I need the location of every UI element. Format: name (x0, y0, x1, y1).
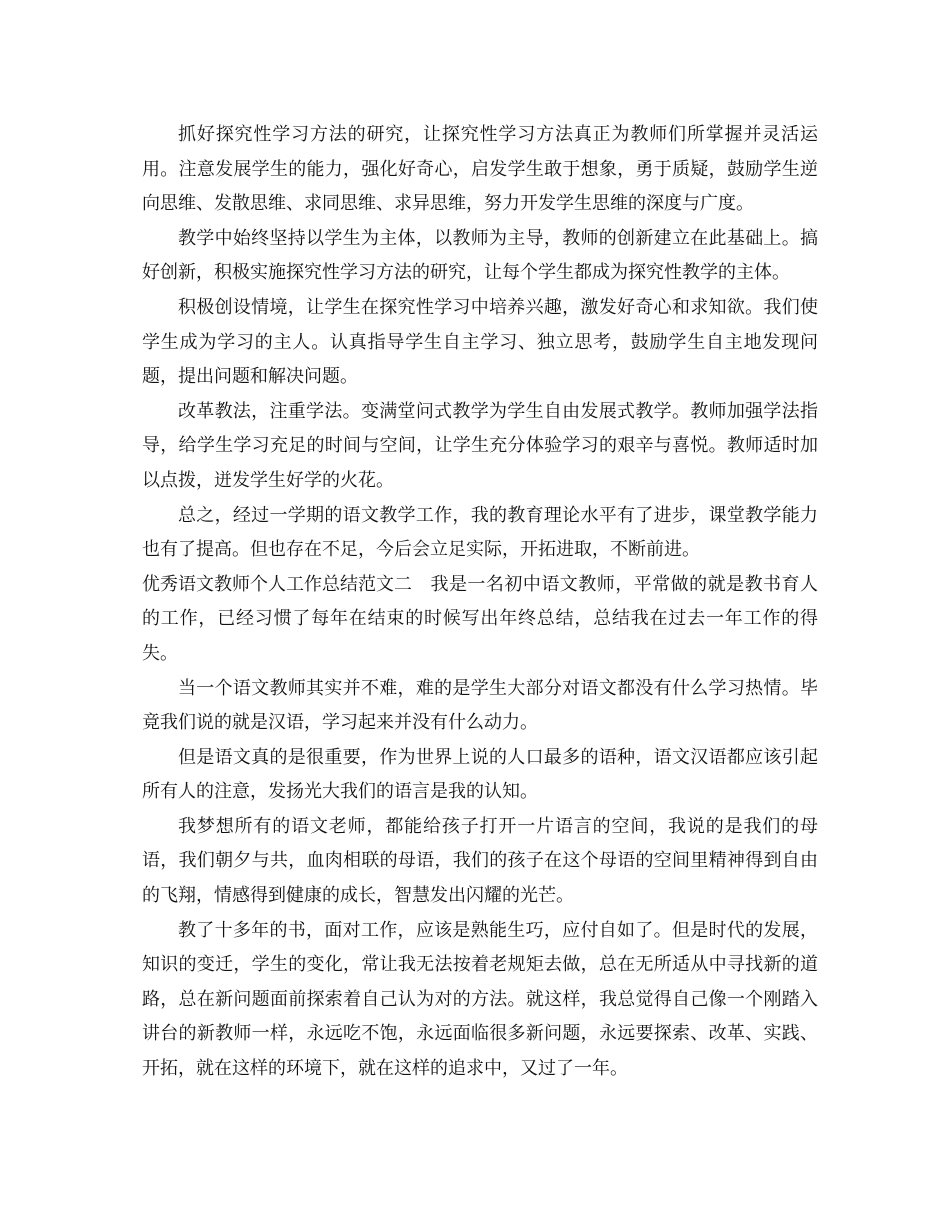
paragraph-8: 我梦想所有的语文老师，都能给孩子打开一片语言的空间，我说的是我们的母语，我们朝夕与共，血肉相联的母语，我们的孩子在这个母语的空间里精神得到自由的飞翔，情感得到健康的成长，智慧发出闪耀的光芒。 (142, 815, 818, 907)
paragraph-4: 改革教法，注重学法。变满堂问式教学为学生自由发展式教学。教师加强学法指导，给学生学习充足的时间与空间，让学生充分体验学习的艰辛与喜悦。教师适时加以点拨，迸发学生好学的火花。 (142, 400, 818, 491)
section-block (142, 568, 818, 672)
document-page (142, 118, 818, 1087)
paragraph-9: 教了十多年的书，面对工作，应该是熟能生巧，应付自如了。但是时代的发展，知识的变迁，学生的变化，常让我无法按着老规矩去做，总在无所适从中寻找新的道路，总在新问题面前探索着自己认为对的方法。就这样，我总觉得自己像一个刚踏入讲台的新教师一样，永远吃不饱，永远面临很多新问题，永远要探索、改革、实践、开拓，就在这样的环境下，就在这样的追求中，又过了一年。 (142, 919, 818, 1080)
paragraph-2: 教学中始终坚持以学生为主体，以教师为主导，教师的创新建立在此基础上。搞好创新，积极实施探究性学习方法的研究，让每个学生都成为探究性教学的主体。 (142, 227, 818, 284)
paragraph-1: 抓好探究性学习方法的研究，让探究性学习方法真正为教师们所掌握并灵活运用。注意发展学生的能力，强化好奇心，启发学生敢于想象，勇于质疑，鼓励学生逆向思维、发散思维、求同思维、求异思维，努力开发学生思维的深度与广度。 (142, 124, 818, 215)
paragraph-3: 积极创设情境，让学生在探究性学习中培养兴趣，激发好奇心和求知欲。我们使学生成为学习的主人。认真指导学生自主学习、独立思考，鼓励学生自主地发现问题，提出问题和解决问题。 (142, 296, 818, 388)
section-heading: 优秀语文教师个人工作总结范文二 (142, 573, 412, 595)
paragraph-5: 总之，经过一学期的语文教学工作，我的教育理论水平有了进步，课堂教学能力也有了提高。但也存在不足，今后会立足实际，开拓进取，不断前进。 (142, 504, 818, 561)
paragraph-6: 当一个语文教师其实并不难，难的是学生大部分对语文都没有什么学习热情。毕竟我们说的就是汉语，学习起来并没有什么动力。 (142, 677, 818, 734)
section-intro: 我是一名初中语文教师，平常做的就是教书育人的工作，已经习惯了每年在结束的时候写出年终总结，总结我在过去一年工作的得失。 (142, 573, 818, 664)
paragraph-7: 但是语文真的是很重要，作为世界上说的人口最多的语种，语文汉语都应该引起所有人的注意，发扬光大我们的语言是我的认知。 (142, 746, 818, 803)
